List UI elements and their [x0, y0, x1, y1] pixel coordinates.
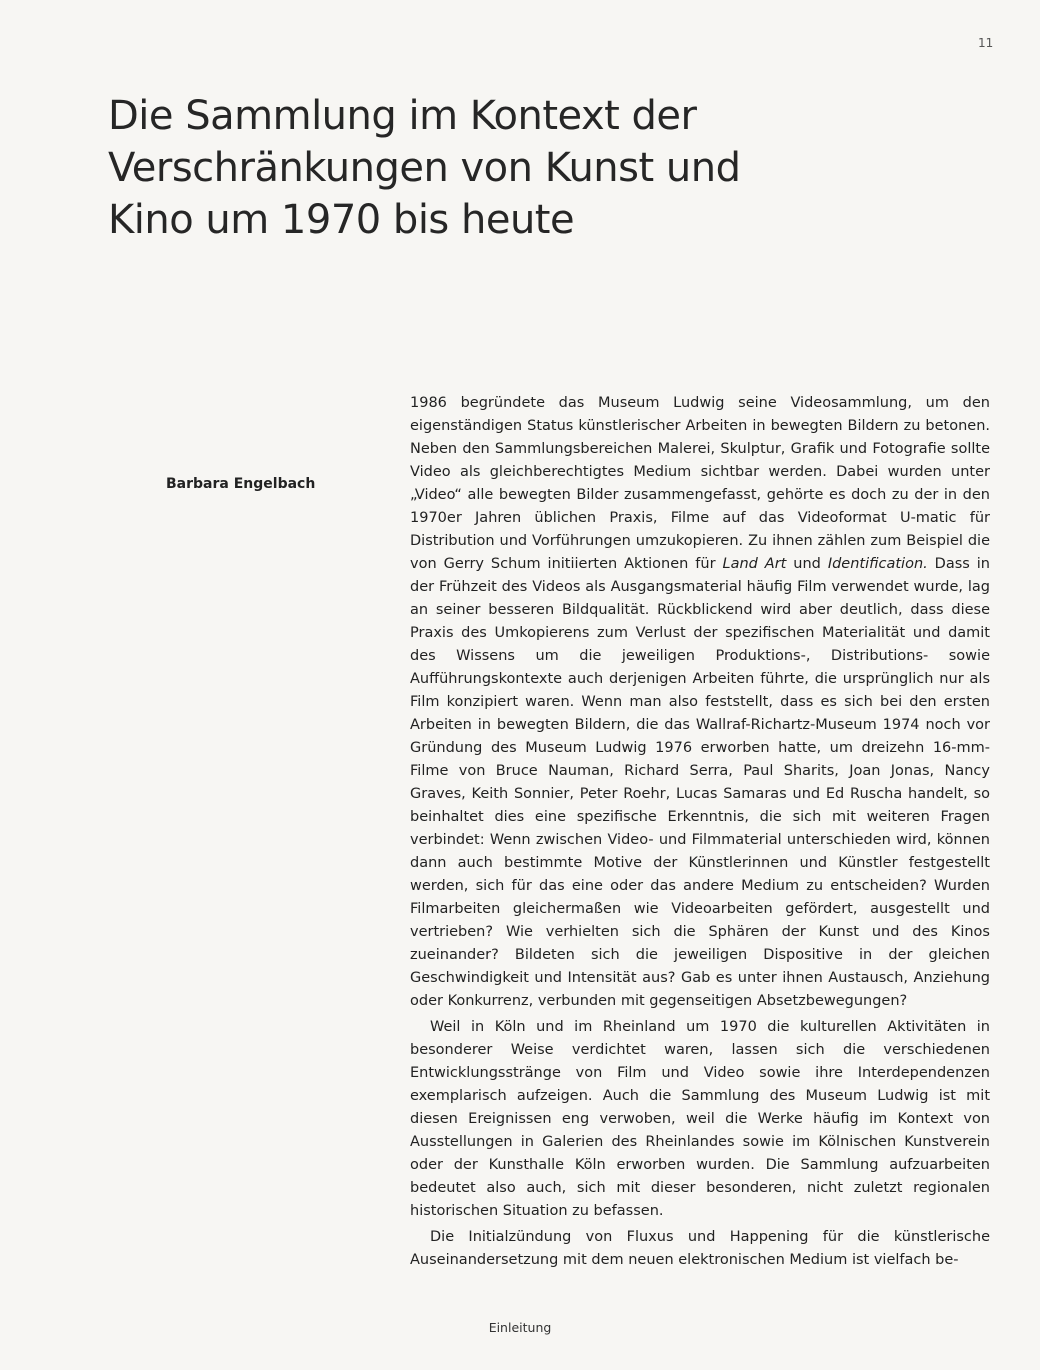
article-body	[410, 392, 990, 1272]
paragraph-text: 1986 begründete das Museum Ludwig seine Videosammlung, um den eigenständigen Status künstlerischer Arbeiten in bewegten Bildern zu betonen. Neben den Sammlungsbereichen Malerei, Skulptur, Grafik und Fotografie sollte Video als gleichberechtigtes Medium sichtbar werden. Dabei wurden unter „Video“ alle bewegten Bilder zusammengefasst, gehörte es doch zu der in den 1970er Jahren üblichen Praxis, Filme auf das Videoformat U-matic für Distribution und Vorführungen umzukopieren. Zu ihnen zählen zum Beispiel die von Gerry Schum initiierten Aktionen für	[410, 395, 990, 572]
paragraph: Weil in Köln und im Rheinland um 1970 die kulturellen Aktivitäten in besonderer Weise verdichtet waren, lassen sich die verschiedenen Entwicklungsstränge von Film und Video sowie ihre Interdependenzen exemplarisch aufzeigen. Auch die Sammlung des Museum Ludwig ist mit diesen Ereignissen eng verwoben, weil die Werke häufig im Kontext von Ausstellungen in Galerien des Rheinlandes sowie im Kölnischen Kunstverein oder der Kunsthalle Köln erworben wurden. Die Sammlung aufzuarbeiten bedeutet also auch, sich mit dieser besonderen, nicht zuletzt regionalen historischen Situation zu befassen.	[410, 1019, 990, 1219]
running-footer: Einleitung	[488, 1320, 552, 1335]
page-number: 11	[978, 36, 994, 50]
paragraph: Die Initialzündung von Fluxus und Happening für die künstlerische Auseinandersetzung mit dem neuen elektronischen Medium ist vielfach be-	[410, 1229, 990, 1268]
author-name: Barbara Engelbach	[166, 476, 316, 492]
paragraph	[410, 392, 990, 1013]
paragraph-text: und	[786, 556, 828, 572]
paragraph-text: Dass in der Frühzeit des Videos als Ausgangsmaterial häufig Film verwendet wurde, lag an seiner besseren Bildqualität. Rückblickend wird aber deutlich, dass diese Praxis des Umkopierens zum Verlust der spezifischen Materialität und damit des Wissens um die jeweiligen Produktions-, Distributions- sowie Aufführungskontexte auch derjenigen Arbeiten führte, die ursprünglich nur als Film konzipiert waren. Wenn man also feststellt, dass es sich bei den ersten Arbeiten in bewegten Bildern, die das Wallraf-Richartz-Museum 1974 noch vor Gründung des Museum Ludwig 1976 erworben hatte, um dreizehn 16-mm-Filme von Bruce Nauman, Richard Serra, Paul Sharits, Joan Jonas, Nancy Graves, Keith Sonnier, Peter Roehr, Lucas Samaras und Ed Ruscha handelt, so beinhaltet dies eine spezifische Erkenntnis, die sich mit weiteren Fragen verbindet: Wenn zwischen Video- und Filmmaterial unterschieden wird, können dann auch bestimmte Motive der Künstlerinnen und Künstler festgestellt werden, sich für das eine oder das andere Medium zu entscheiden? Wurden Filmarbeiten gleichermaßen wie Videoarbeiten gefördert, ausgestellt und vertrieben? Wie verhielten sich die Sphären der Kunst und des Kinos zueinander? Bildeten sich die jeweiligen Dispositive in der gleichen Geschwindigkeit und Intensität aus? Gab es unter ihnen Austausch, Anziehung oder Konkurrenz, verbunden mit gegenseitigen Absetzbewegungen?	[410, 556, 990, 1009]
page-title-line: Verschränkungen von Kunst und	[108, 145, 741, 191]
page-title	[108, 90, 928, 246]
page-title-line: Die Sammlung im Kontext der	[108, 93, 697, 139]
italic-title: Land Art	[722, 556, 787, 572]
page-title-line: Kino um 1970 bis heute	[108, 197, 575, 243]
italic-title: Identification.	[827, 556, 928, 572]
